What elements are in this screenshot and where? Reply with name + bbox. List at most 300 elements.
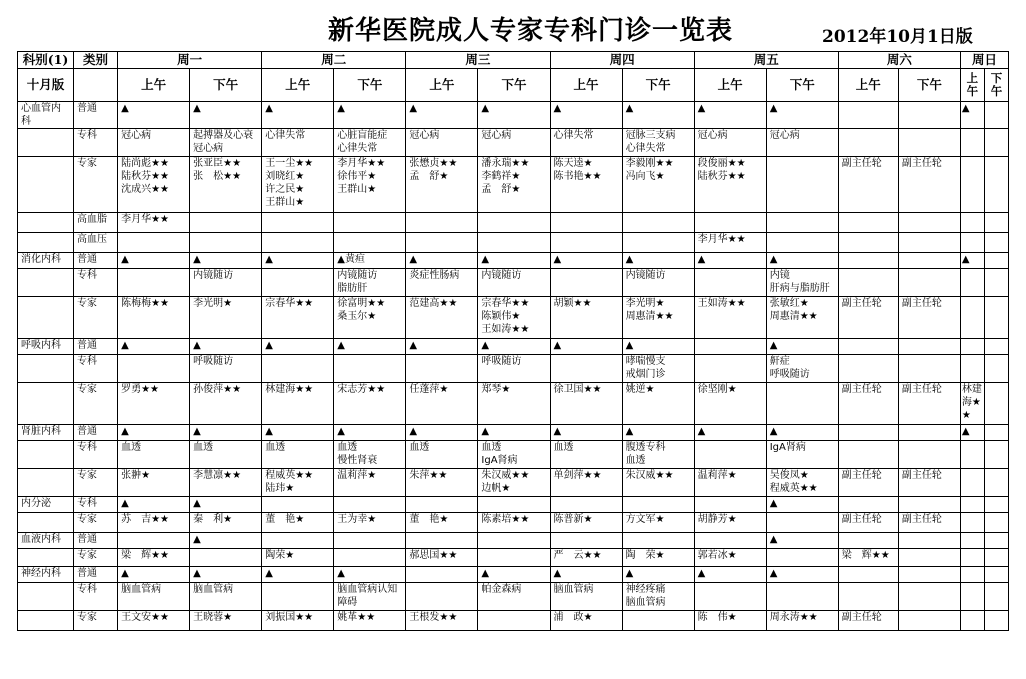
schedule-cell: 温莉萍★ [334, 469, 406, 497]
schedule-cell [622, 497, 694, 513]
schedule-cell: 张亚臣★★ 张 松★★ [190, 157, 262, 213]
schedule-cell: 秦 利★ [190, 513, 262, 533]
schedule-cell [622, 611, 694, 631]
schedule-cell: 腹透专科 血透 [622, 441, 694, 469]
schedule-cell: 冠心病 [766, 129, 838, 157]
schedule-cell: ▲ [118, 102, 190, 129]
schedule-cell [960, 469, 984, 497]
schedule-cell [984, 567, 1008, 583]
table-row [18, 157, 1009, 213]
schedule-cell: ▲ [334, 425, 406, 441]
type-cell: 专科 [74, 355, 118, 383]
schedule-cell [118, 233, 190, 253]
schedule-cell: 心律失常 [550, 129, 622, 157]
schedule-cell: 陈素培★★ [478, 513, 550, 533]
schedule-cell: ▲ [478, 425, 550, 441]
schedule-cell [898, 233, 960, 253]
schedule-cell: 呼吸随访 [478, 355, 550, 383]
schedule-cell: 林建 海★ ★ [960, 383, 984, 425]
schedule-cell: 脑血管病 [118, 583, 190, 611]
schedule-cell: 鼾症 呼吸随访 [766, 355, 838, 383]
table-row [18, 383, 1009, 425]
type-cell: 专科 [74, 269, 118, 297]
schedule-cell [118, 355, 190, 383]
session-am: 上午 [694, 69, 766, 102]
schedule-cell [766, 233, 838, 253]
schedule-cell: ▲ [766, 339, 838, 355]
table-row [18, 533, 1009, 549]
schedule-cell: ▲ [766, 497, 838, 513]
schedule-cell [984, 157, 1008, 213]
schedule-cell: ▲ [262, 339, 334, 355]
schedule-cell [898, 611, 960, 631]
schedule-cell: 王晓蓉★ [190, 611, 262, 631]
schedule-cell [984, 269, 1008, 297]
schedule-cell [898, 102, 960, 129]
schedule-cell [984, 253, 1008, 269]
schedule-cell [766, 549, 838, 567]
schedule-cell: 神经疼痛 脑血管病 [622, 583, 694, 611]
schedule-cell [766, 383, 838, 425]
type-header-blank [74, 69, 118, 102]
schedule-cell [766, 213, 838, 233]
schedule-cell [984, 441, 1008, 469]
schedule-cell: 陶 荣★ [622, 549, 694, 567]
dept-cell: 心血管内科 [18, 102, 74, 129]
schedule-cell [694, 441, 766, 469]
schedule-cell: 梁 辉★★ [838, 549, 898, 567]
day-header-mon: 周一 [118, 52, 262, 69]
table-row [18, 269, 1009, 297]
schedule-cell [550, 355, 622, 383]
type-cell: 高血压 [74, 233, 118, 253]
schedule-cell [898, 567, 960, 583]
schedule-cell [960, 297, 984, 339]
schedule-cell: 罗勇★★ [118, 383, 190, 425]
table-row [18, 233, 1009, 253]
schedule-cell: 段俊丽★★ 陆秋芬★★ [694, 157, 766, 213]
schedule-cell: 单剑萍★★ [550, 469, 622, 497]
table-row [18, 355, 1009, 383]
schedule-cell: 苏 吉★★ [118, 513, 190, 533]
schedule-cell: ▲ [118, 497, 190, 513]
schedule-cell: 郝思国★★ [406, 549, 478, 567]
schedule-cell: ▲ [190, 253, 262, 269]
schedule-cell [406, 213, 478, 233]
schedule-cell: ▲ [694, 253, 766, 269]
dept-cell [18, 611, 74, 631]
schedule-cell [960, 533, 984, 549]
schedule-cell: 王根发★★ [406, 611, 478, 631]
dept-cell: 神经内科 [18, 567, 74, 583]
day-header-tue: 周二 [262, 52, 406, 69]
day-header-sun: 周日 [960, 52, 1008, 69]
schedule-cell: ▲ [262, 102, 334, 129]
session-pm: 下午 [622, 69, 694, 102]
schedule-cell [838, 253, 898, 269]
schedule-cell: 帕金森病 [478, 583, 550, 611]
schedule-cell: 血透 [190, 441, 262, 469]
schedule-cell: IgA肾病 [766, 441, 838, 469]
schedule-cell [838, 213, 898, 233]
schedule-cell: 朱萍★★ [406, 469, 478, 497]
schedule-cell: ▲ [478, 567, 550, 583]
schedule-cell [694, 339, 766, 355]
schedule-cell: 血透 [262, 441, 334, 469]
schedule-cell: 张懋贞★★ 孟 舒★ [406, 157, 478, 213]
schedule-cell: ▲ [118, 567, 190, 583]
schedule-cell: 副主任轮 [898, 469, 960, 497]
schedule-cell: ▲ [478, 102, 550, 129]
schedule-cell: 李光明★ 周惠清★★ [622, 297, 694, 339]
schedule-cell: ▲ [190, 339, 262, 355]
schedule-cell: 炎症性肠病 [406, 269, 478, 297]
schedule-cell: 李月华★★ 徐伟平★ 王群山★ [334, 157, 406, 213]
schedule-cell [838, 441, 898, 469]
schedule-cell: 吴俊凤★ 程威英★★ [766, 469, 838, 497]
schedule-cell: 范建高★★ [406, 297, 478, 339]
session-am: 上午 [406, 69, 478, 102]
schedule-cell [984, 533, 1008, 549]
schedule-cell: ▲黄疸 [334, 253, 406, 269]
schedule-cell: ▲ [622, 567, 694, 583]
dept-cell [18, 583, 74, 611]
schedule-cell: 宋志芳★★ [334, 383, 406, 425]
title-block [0, 10, 1026, 46]
schedule-cell [898, 583, 960, 611]
schedule-cell: ▲ [406, 253, 478, 269]
schedule-cell: ▲ [550, 102, 622, 129]
schedule-cell: 副主任轮 [838, 611, 898, 631]
schedule-cell [550, 233, 622, 253]
schedule-cell: 徐富明★★ 桑玉尔★ [334, 297, 406, 339]
dept-cell: 血液内科 [18, 533, 74, 549]
session-pm-sun-text: 下 午 [990, 71, 1003, 98]
schedule-cell [898, 355, 960, 383]
schedule-cell [262, 233, 334, 253]
schedule-cell: 王为幸★ [334, 513, 406, 533]
schedule-cell: ▲ [550, 253, 622, 269]
schedule-cell: 内镜随访 [622, 269, 694, 297]
schedule-cell: ▲ [334, 339, 406, 355]
schedule-cell: ▲ [766, 425, 838, 441]
dept-header: 科别(1) [18, 52, 74, 69]
schedule-cell [960, 129, 984, 157]
dept-cell [18, 355, 74, 383]
schedule-cell: 陆尚彪★★ 陆秋芬★★ 沈成兴★★ [118, 157, 190, 213]
schedule-cell: 起搏器及心衰 冠心病 [190, 129, 262, 157]
schedule-cell: 郭若冰★ [694, 549, 766, 567]
schedule-cell [960, 157, 984, 213]
schedule-cell [622, 233, 694, 253]
header-row-sessions [18, 69, 1009, 102]
type-cell: 专家 [74, 383, 118, 425]
type-cell: 专家 [74, 611, 118, 631]
schedule-cell [898, 339, 960, 355]
dept-cell [18, 383, 74, 425]
dept-cell [18, 129, 74, 157]
schedule-cell: ▲ [766, 567, 838, 583]
schedule-cell: 冠脉三支病 心律失常 [622, 129, 694, 157]
schedule-cell: ▲ [622, 102, 694, 129]
schedule-cell: 哮喘慢支 戒烟门诊 [622, 355, 694, 383]
schedule-cell [478, 611, 550, 631]
schedule-cell [898, 213, 960, 233]
table-row [18, 611, 1009, 631]
schedule-cell [622, 533, 694, 549]
type-cell: 高血脂 [74, 213, 118, 233]
schedule-cell: ▲ [334, 102, 406, 129]
schedule-cell [960, 567, 984, 583]
schedule-cell [960, 513, 984, 533]
schedule-cell [984, 297, 1008, 339]
schedule-cell: 周永涛★★ [766, 611, 838, 631]
schedule-cell: 内镜随访 [190, 269, 262, 297]
schedule-cell: 李光明★ [190, 297, 262, 339]
schedule-cell: 陈梅梅★★ [118, 297, 190, 339]
schedule-cell: 林建海★★ [262, 383, 334, 425]
schedule-cell: 心脏盲能症 心律失常 [334, 129, 406, 157]
schedule-cell: 胡颖★★ [550, 297, 622, 339]
type-cell: 专家 [74, 469, 118, 497]
schedule-cell [898, 425, 960, 441]
schedule-cell [694, 583, 766, 611]
dept-cell [18, 549, 74, 567]
schedule-cell: 陈天逵★ 陈书艳★★ [550, 157, 622, 213]
dept-cell: 肾脏内科 [18, 425, 74, 441]
day-header-fri: 周五 [694, 52, 838, 69]
schedule-cell: 潘永瑞★★ 李鹤祥★ 孟 舒★ [478, 157, 550, 213]
schedule-cell: ▲ [550, 339, 622, 355]
schedule-cell [334, 549, 406, 567]
dept-cell: 内分泌 [18, 497, 74, 513]
schedule-cell [118, 269, 190, 297]
schedule-cell: ▲ [118, 253, 190, 269]
schedule-cell: 心律失常 [262, 129, 334, 157]
schedule-cell: 董 艳★ [406, 513, 478, 533]
dept-cell [18, 157, 74, 213]
schedule-cell: 温莉萍★ [694, 469, 766, 497]
schedule-cell: ▲ [190, 497, 262, 513]
schedule-cell [984, 513, 1008, 533]
schedule-cell: ▲ [960, 102, 984, 129]
schedule-cell: 浦 政★ [550, 611, 622, 631]
schedule-cell: 副主任轮 [898, 513, 960, 533]
schedule-cell [838, 497, 898, 513]
table-row [18, 253, 1009, 269]
schedule-cell: 内镜 肝病与脂肪肝 [766, 269, 838, 297]
schedule-cell: ▲ [694, 425, 766, 441]
schedule-cell [406, 233, 478, 253]
schedule-cell [118, 533, 190, 549]
schedule-cell [838, 102, 898, 129]
dept-cell [18, 269, 74, 297]
schedule-cell: 血透 [550, 441, 622, 469]
table-row [18, 339, 1009, 355]
schedule-cell [838, 567, 898, 583]
type-cell: 专家 [74, 157, 118, 213]
schedule-cell: 孙俊萍★★ [190, 383, 262, 425]
schedule-cell: 冠心病 [406, 129, 478, 157]
schedule-cell [406, 567, 478, 583]
schedule-cell: 陈 伟★ [694, 611, 766, 631]
schedule-cell [984, 583, 1008, 611]
page-title: 新华医院成人专家专科门诊一览表 [328, 16, 734, 46]
schedule-cell [984, 102, 1008, 129]
schedule-cell: ▲ [334, 567, 406, 583]
schedule-cell: 董 艳★ [262, 513, 334, 533]
session-pm: 下午 [898, 69, 960, 102]
session-am: 上午 [838, 69, 898, 102]
schedule-cell: ▲ [406, 425, 478, 441]
type-cell: 普通 [74, 253, 118, 269]
schedule-cell: 朱汉威★★ [622, 469, 694, 497]
session-pm: 下午 [190, 69, 262, 102]
table-row [18, 513, 1009, 533]
schedule-cell: ▲ [960, 425, 984, 441]
header-row-days [18, 52, 1009, 69]
schedule-cell [262, 583, 334, 611]
schedule-cell: 宗春华★★ 陈颖伟★ 王如涛★★ [478, 297, 550, 339]
schedule-cell: 胡静芳★ [694, 513, 766, 533]
schedule-cell [406, 355, 478, 383]
table-row [18, 567, 1009, 583]
type-cell: 专科 [74, 497, 118, 513]
schedule-cell [898, 129, 960, 157]
dept-cell [18, 469, 74, 497]
schedule-cell [838, 533, 898, 549]
schedule-cell: ▲ [262, 567, 334, 583]
table-row [18, 297, 1009, 339]
schedule-cell [898, 549, 960, 567]
schedule-cell: ▲ [766, 253, 838, 269]
schedule-cell [766, 157, 838, 213]
schedule-cell [984, 355, 1008, 383]
schedule-cell [984, 233, 1008, 253]
dept-cell: 呼吸内科 [18, 339, 74, 355]
schedule-cell [478, 497, 550, 513]
schedule-cell: 脑血管病认知 障碍 [334, 583, 406, 611]
type-cell: 专家 [74, 297, 118, 339]
schedule-cell: 副主任轮 [838, 383, 898, 425]
schedule-cell: 宗春华★★ [262, 297, 334, 339]
schedule-cell: 血透 [118, 441, 190, 469]
schedule-cell [960, 441, 984, 469]
schedule-cell [984, 213, 1008, 233]
schedule-cell: ▲ [622, 253, 694, 269]
schedule-cell [766, 513, 838, 533]
schedule-cell: 朱汉威★★ 边帆★ [478, 469, 550, 497]
schedule-cell [960, 269, 984, 297]
schedule-cell [838, 129, 898, 157]
schedule-cell: 陶荣★ [262, 549, 334, 567]
schedule-cell [960, 549, 984, 567]
schedule-cell [550, 533, 622, 549]
schedule-cell: ▲ [190, 102, 262, 129]
schedule-cell [960, 497, 984, 513]
schedule-cell [190, 213, 262, 233]
schedule-cell [898, 269, 960, 297]
schedule-cell: ▲ [478, 253, 550, 269]
table-row [18, 425, 1009, 441]
schedule-cell [550, 269, 622, 297]
schedule-cell [984, 469, 1008, 497]
schedule-cell: 李月华★★ [694, 233, 766, 253]
schedule-cell: ▲ [694, 102, 766, 129]
schedule-cell [334, 355, 406, 383]
schedule-cell [898, 497, 960, 513]
schedule-cell [838, 425, 898, 441]
schedule-cell: 脑血管病 [550, 583, 622, 611]
schedule-cell: 冠心病 [694, 129, 766, 157]
schedule-cell [334, 233, 406, 253]
schedule-cell: 徐卫国★★ [550, 383, 622, 425]
schedule-cell: 脑血管病 [190, 583, 262, 611]
schedule-cell [838, 355, 898, 383]
schedule-cell: 郑琴★ [478, 383, 550, 425]
schedule-cell: ▲ [262, 253, 334, 269]
schedule-cell [622, 213, 694, 233]
dept-cell [18, 233, 74, 253]
schedule-cell: 徐坚刚★ [694, 383, 766, 425]
schedule-cell [694, 497, 766, 513]
type-cell: 专家 [74, 549, 118, 567]
schedule-cell: ▲ [406, 339, 478, 355]
schedule-cell: 姚逆★ [622, 383, 694, 425]
type-cell: 专科 [74, 583, 118, 611]
schedule-cell: 李毅刚★★ 冯向飞★ [622, 157, 694, 213]
schedule-cell: ▲ [550, 425, 622, 441]
schedule-cell [960, 233, 984, 253]
session-am: 上午 [118, 69, 190, 102]
dept-cell [18, 513, 74, 533]
schedule-cell [960, 339, 984, 355]
schedule-cell: ▲ [118, 425, 190, 441]
schedule-cell: 王如涛★★ [694, 297, 766, 339]
schedule-cell: 副主任轮 [838, 469, 898, 497]
schedule-cell [406, 497, 478, 513]
schedule-cell: 血透 慢性肾衰 [334, 441, 406, 469]
schedule-cell [406, 533, 478, 549]
schedule-cell [262, 497, 334, 513]
schedule-cell: 呼吸随访 [190, 355, 262, 383]
version-label: 十月版 [18, 69, 74, 102]
session-am-sun [960, 69, 984, 102]
table-row [18, 497, 1009, 513]
schedule-cell [550, 497, 622, 513]
schedule-cell: 刘振国★★ [262, 611, 334, 631]
schedule-cell: ▲ [406, 102, 478, 129]
schedule-cell [262, 269, 334, 297]
schedule-cell [984, 425, 1008, 441]
table-row [18, 583, 1009, 611]
schedule-cell: 冠心病 [478, 129, 550, 157]
schedule-cell [960, 583, 984, 611]
dept-cell [18, 213, 74, 233]
schedule-cell: 方文军★ [622, 513, 694, 533]
schedule-cell: ▲ [622, 425, 694, 441]
schedule-cell: ▲ [694, 567, 766, 583]
schedule-cell: 副主任轮 [898, 297, 960, 339]
session-pm: 下午 [334, 69, 406, 102]
schedule-cell: 冠心病 [118, 129, 190, 157]
type-cell: 普通 [74, 102, 118, 129]
schedule-cell [960, 355, 984, 383]
schedule-cell: 副主任轮 [838, 513, 898, 533]
schedule-cell [478, 233, 550, 253]
table-row [18, 102, 1009, 129]
schedule-cell [838, 269, 898, 297]
